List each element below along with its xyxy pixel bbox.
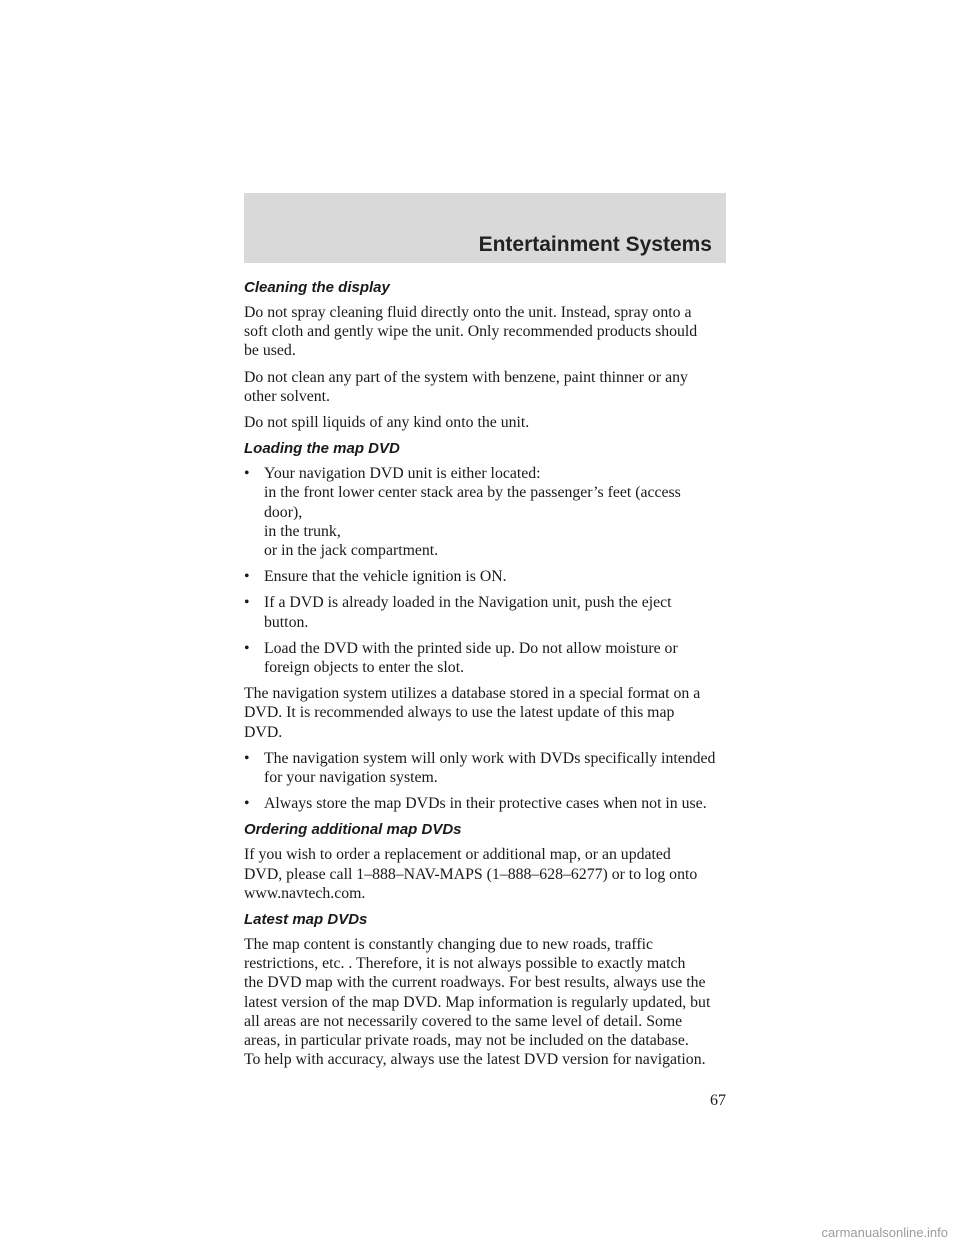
text-line: latest version of the map DVD. Map information is regularly updated, but bbox=[244, 993, 711, 1011]
footer-band bbox=[0, 1226, 960, 1242]
text-line: door), bbox=[264, 503, 303, 521]
text-line: www.navtech.com. bbox=[244, 884, 366, 902]
text-line: Your navigation DVD unit is either located: bbox=[264, 465, 541, 483]
text-line: soft cloth and gently wipe the unit. Only recommended products should bbox=[244, 323, 698, 341]
latest-paragraph bbox=[244, 935, 734, 1069]
text-line: The navigation system utilizes a database stored in a special format on a bbox=[244, 685, 701, 703]
text-line: in the trunk, bbox=[264, 522, 341, 540]
text-line: the DVD map with the current roadways. For best results, always use the bbox=[244, 974, 706, 992]
bullet-icon: • bbox=[244, 749, 250, 767]
cleaning-paragraph-3 bbox=[244, 413, 734, 432]
page-number: 67 bbox=[710, 1092, 726, 1109]
text-line: Do not clean any part of the system with benzene, paint thinner or any bbox=[244, 368, 688, 386]
text-line: If you wish to order a replacement or additional map, or an updated bbox=[244, 846, 671, 864]
heading-latest: Latest map DVDs bbox=[244, 911, 368, 929]
text-line: Ensure that the vehicle ignition is ON. bbox=[264, 568, 507, 586]
list-item bbox=[244, 593, 734, 631]
text-line: Do not spill liquids of any kind onto the unit. bbox=[244, 414, 530, 432]
bullet-icon: • bbox=[244, 465, 250, 483]
text-line: foreign objects to enter the slot. bbox=[264, 659, 465, 677]
text-line: other solvent. bbox=[244, 387, 330, 405]
text-line: in the front lower center stack area by the passenger’s feet (access bbox=[264, 484, 681, 502]
text-line: The navigation system will only work with DVDs specifically intended bbox=[264, 749, 716, 767]
list-item bbox=[244, 749, 734, 787]
text-line: areas, in particular private roads, may not be included on the database. bbox=[244, 1032, 689, 1050]
text-line: DVD. It is recommended always to use the latest update of this map bbox=[244, 704, 675, 722]
text-line: DVD, please call 1–888–NAV-MAPS (1–888–628–6277) or to log onto bbox=[244, 865, 698, 883]
cleaning-paragraph-1 bbox=[244, 303, 734, 361]
section-title: Entertainment Systems bbox=[478, 233, 712, 256]
list-item bbox=[244, 794, 734, 813]
heading-ordering: Ordering additional map DVDs bbox=[244, 821, 462, 839]
watermark: carmanualsonline.info bbox=[821, 1225, 948, 1240]
text-line: Load the DVD with the printed side up. Do not allow moisture or bbox=[264, 639, 678, 657]
text-line: for your navigation system. bbox=[264, 769, 438, 787]
bullet-icon: • bbox=[244, 639, 250, 657]
heading-loading: Loading the map DVD bbox=[244, 440, 400, 458]
list-item bbox=[244, 567, 734, 586]
text-line: restrictions, etc. . Therefore, it is not always possible to exactly match bbox=[244, 955, 686, 973]
loading-paragraph bbox=[244, 684, 734, 742]
text-line: Do not spray cleaning fluid directly onto the unit. Instead, spray onto a bbox=[244, 304, 692, 321]
page-content bbox=[244, 278, 734, 1077]
heading-cleaning: Cleaning the display bbox=[244, 279, 390, 296]
list-item bbox=[244, 639, 734, 677]
text-line: To help with accuracy, always use the latest DVD version for navigation. bbox=[244, 1051, 706, 1069]
text-line: The map content is constantly changing due to new roads, traffic bbox=[244, 936, 653, 954]
text-line: If a DVD is already loaded in the Navigation unit, push the eject bbox=[264, 594, 672, 612]
bullet-icon: • bbox=[244, 568, 250, 586]
ordering-paragraph bbox=[244, 845, 734, 903]
text-line: Always store the map DVDs in their protective cases when not in use. bbox=[264, 795, 707, 813]
text-line: all areas are not necessarily covered to the same level of detail. Some bbox=[244, 1012, 683, 1030]
cleaning-paragraph-2 bbox=[244, 368, 734, 406]
text-line: or in the jack compartment. bbox=[264, 542, 439, 560]
text-line: button. bbox=[264, 613, 309, 631]
text-line: be used. bbox=[244, 342, 296, 360]
section-header-band bbox=[244, 193, 726, 263]
bullet-icon: • bbox=[244, 795, 250, 813]
text-line: DVD. bbox=[244, 723, 283, 741]
list-item bbox=[244, 464, 734, 560]
bullet-icon: • bbox=[244, 594, 250, 612]
